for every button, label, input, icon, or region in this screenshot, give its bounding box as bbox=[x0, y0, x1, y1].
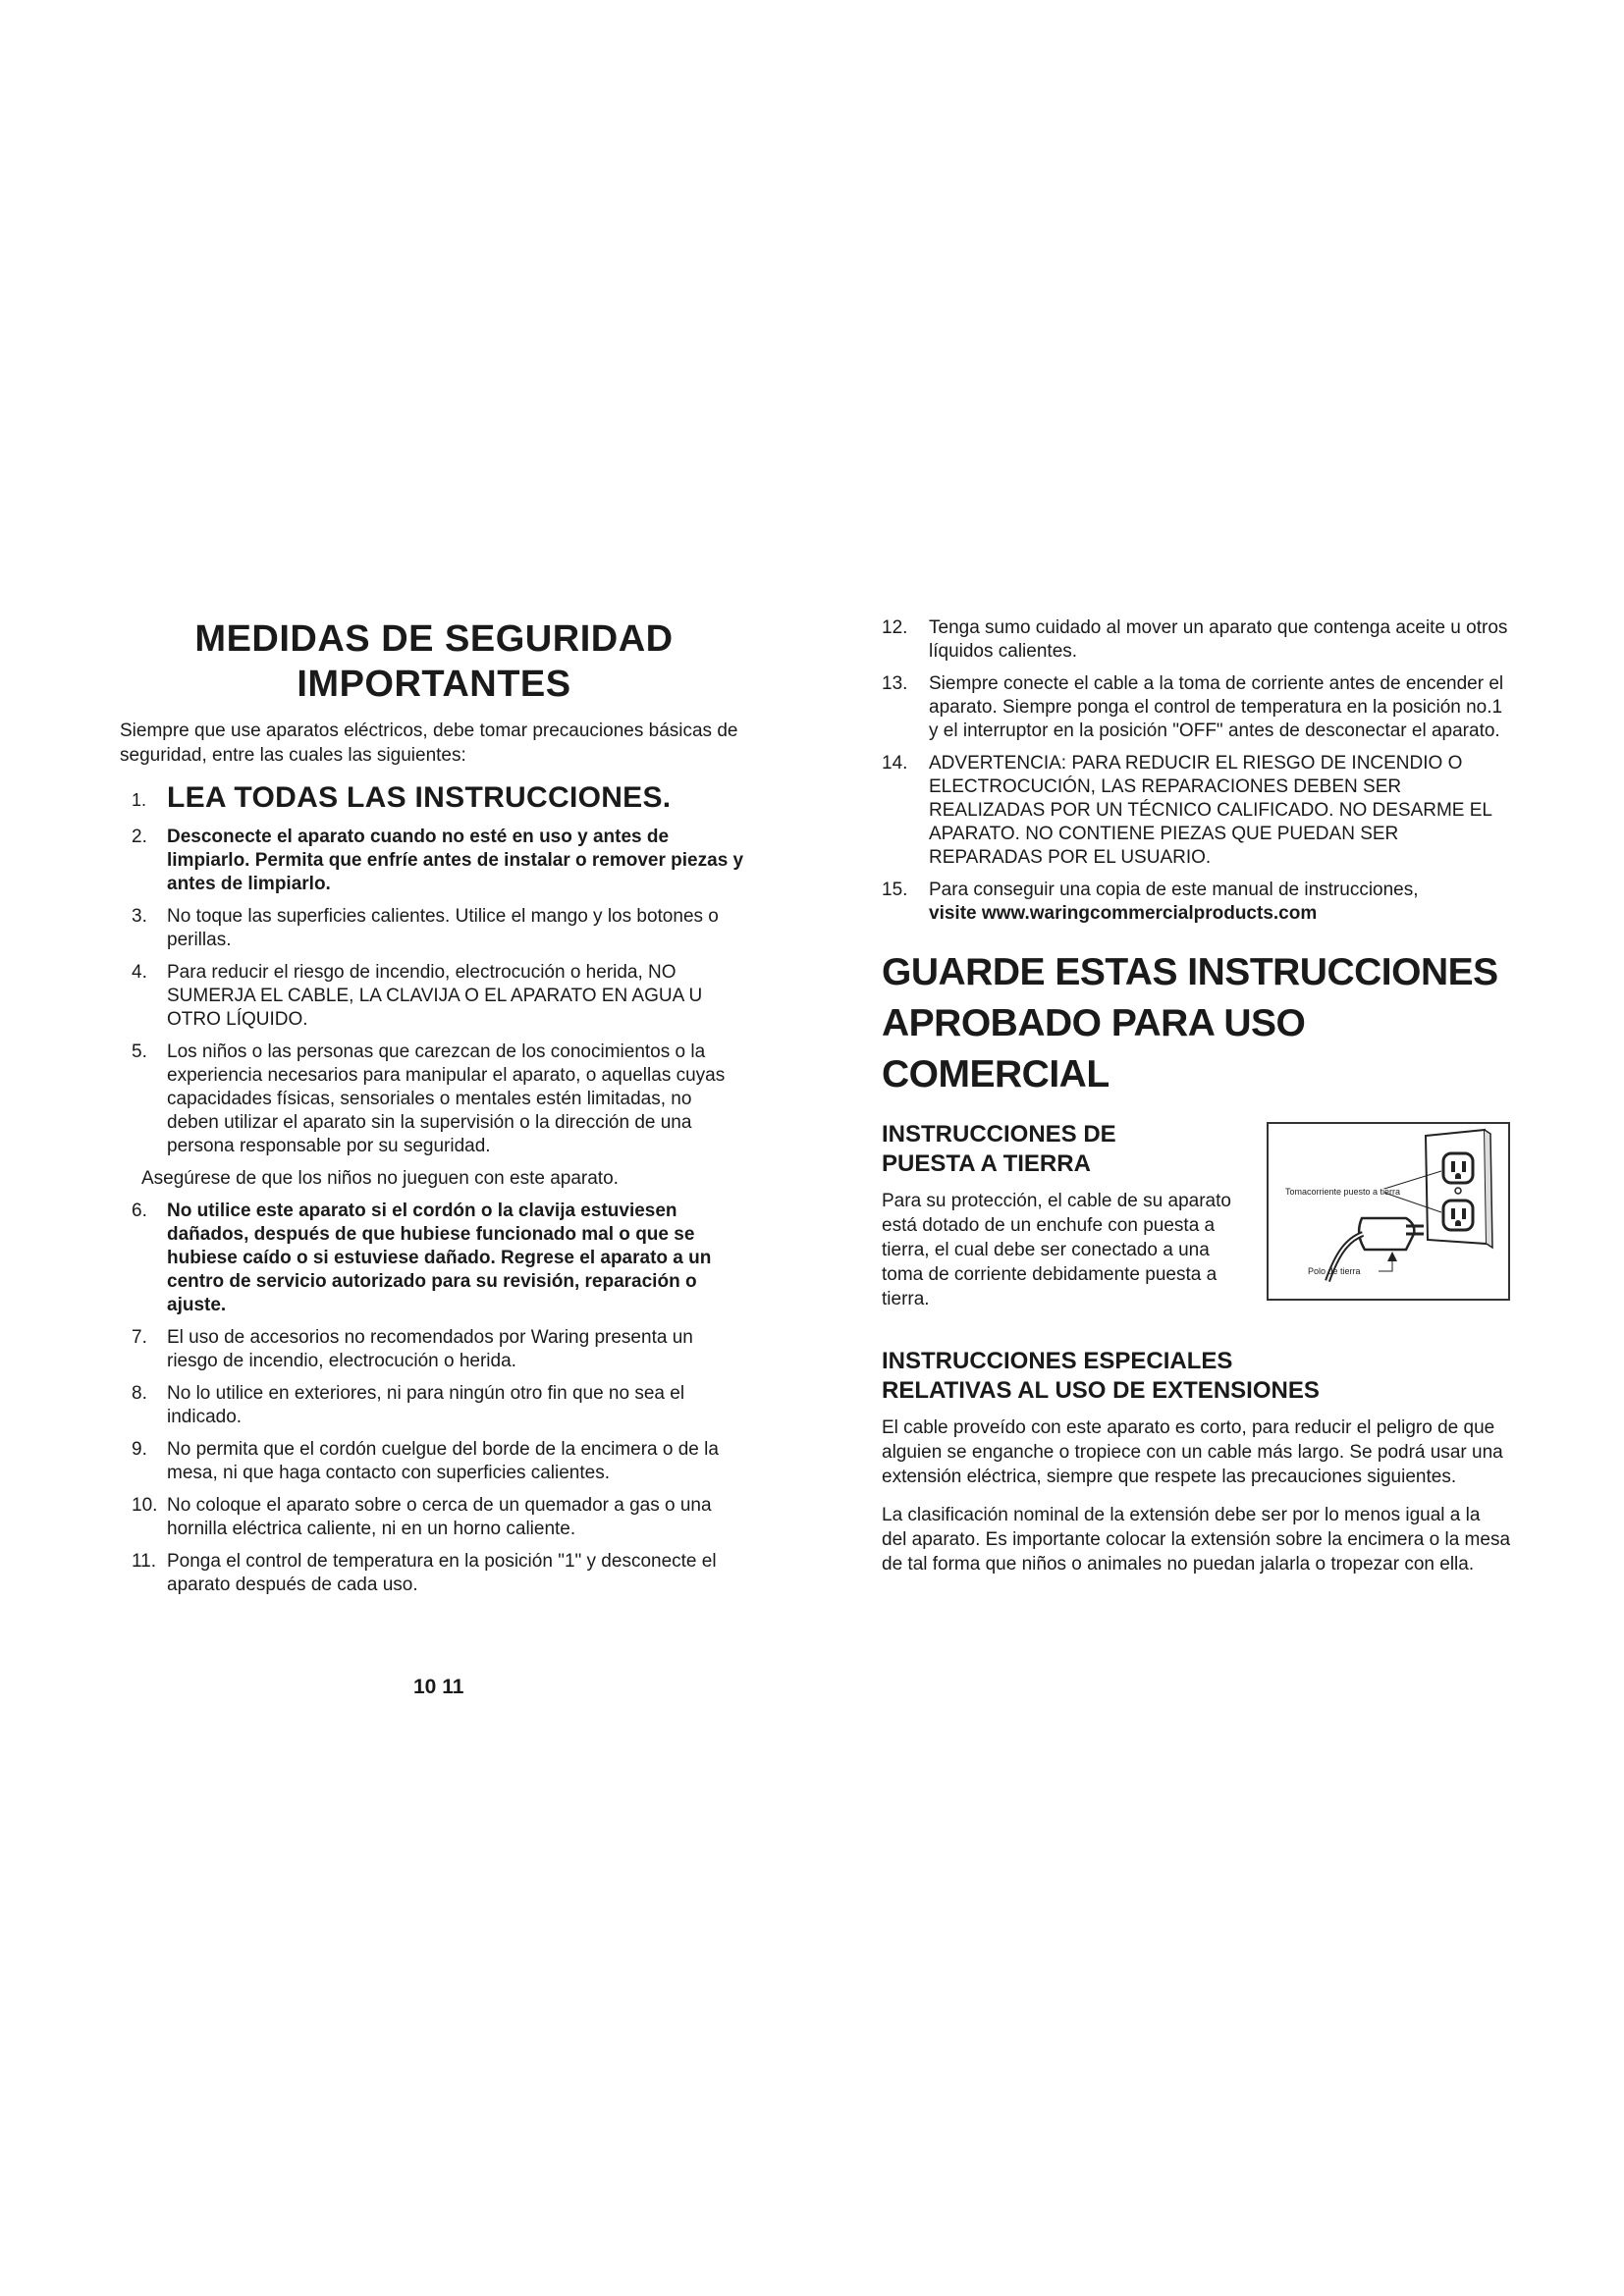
safety-item-2: 2. Desconecte el aparato cuando no esté en uso y antes de limpiarlo. Permita que enfríe antes de instalar o remover piezas y antes de limpiarlo. bbox=[132, 827, 744, 894]
ground-pin-label: Polo de tierra bbox=[1308, 1266, 1361, 1276]
manual-copy-text: Para conseguir una copia de este manual de instrucciones, bbox=[929, 880, 1419, 900]
outlet-plug-illustration bbox=[1269, 1124, 1508, 1299]
safety-item-12: 12. Tenga sumo cuidado al mover un aparato que contenga aceite u otros líquidos calientes. bbox=[882, 617, 1508, 662]
page-title: MEDIDAS DE SEGURIDAD IMPORTANTES bbox=[194, 618, 674, 705]
safety-item-9: 9. No permita que el cordón cuelgue del borde de la encimera o de la mesa, ni que haga contacto con superficies calientes. bbox=[132, 1439, 719, 1483]
extension-paragraph-1: El cable proveído con este aparato es corto, para reducir el peligro de que alguien se enganche o tropiece con un cable más largo. Se podrá usar una extensión eléctrica, siempre que respete las precauciones siguientes. bbox=[882, 1417, 1503, 1487]
save-instructions-heading: GUARDE ESTAS INSTRUCCIONES APROBADO PARA USO COMERCIAL bbox=[882, 951, 1498, 1095]
right-column bbox=[882, 616, 1510, 1584]
safety-item-3: 3. No toque las superficies calientes. Utilice el mango y los botones o perillas. bbox=[132, 906, 719, 950]
safety-item-7: 7. El uso de accesorios no recomendados por Waring presenta un riesgo de incendio, electrocución o herida. bbox=[132, 1327, 693, 1371]
outlet-label: Tomacorriente puesto a tierra bbox=[1284, 1187, 1400, 1197]
safety-item-14: 14. ADVERTENCIA: PARA REDUCIR EL RIESGO DE INCENDIO O ELECTROCUCIÓN, LAS REPARACIONES DEBEN SER REALIZADAS POR UN TÉCNICO CALIFICADO. NO DESARME EL APARATO. NO CONTIENE PIEZAS QUE PUEDAN SER REPARADAS POR EL USUARIO. bbox=[882, 753, 1492, 868]
safety-item-15: 15. Para conseguir una copia de este manual de instrucciones, visite www.waringcommercialproducts.com bbox=[882, 880, 1419, 924]
grounded-outlet-figure bbox=[1267, 1122, 1510, 1301]
grounding-heading: INSTRUCCIONES DE PUESTA A TIERRA bbox=[882, 1121, 1116, 1177]
extension-paragraph-2: La clasificación nominal de la extensión debe ser por lo menos igual a la del aparato. Es importante colocar la extensión sobre la encimera o la mesa de tal forma que niños o animales no puedan jalarla o tropezar con ella. bbox=[882, 1505, 1511, 1575]
left-column bbox=[120, 616, 748, 1606]
safety-item-11: 11. Ponga el control de temperatura en la posición "1" y desconecte el aparato después de cada uso. bbox=[132, 1551, 717, 1595]
safety-item-8: 8. No lo utilice en exteriores, ni para ningún otro fin que no sea el indicado. bbox=[132, 1383, 685, 1427]
safety-item-5: 5. Los niños o las personas que carezcan de los conocimientos o la experiencia necesarios para manipular el aparato, o aquellas cuyas capacidades físicas, sensoriales o mentales estén limitadas, no deben utilizar el aparato sin la supervisión o la dirección de una persona responsable por su seguridad. bbox=[132, 1041, 726, 1156]
intro-paragraph: Siempre que use aparatos eléctricos, debe tomar precauciones básicas de seguridad, entre las cuales las siguientes: bbox=[120, 721, 738, 766]
safety-note-children: Asegúrese de que los niños no jueguen con este aparato. bbox=[141, 1168, 619, 1189]
grounding-text: Para su protección, el cable de su aparato está dotado de un enchufe con puesta a tierra, el cual debe ser conectado a una toma de corriente debidamente puesta a tierra. bbox=[882, 1191, 1231, 1309]
safety-item-10: 10. No coloque el aparato sobre o cerca de un quemador a gas o una hornilla eléctrica caliente, ni en un horno caliente. bbox=[132, 1495, 712, 1539]
safety-item-13: 13. Siempre conecte el cable a la toma de corriente antes de encender el aparato. Siempre ponga el control de temperatura en la posición no.1 y el interruptor en la posición "OFF" antes de desconectar el aparato. bbox=[882, 673, 1504, 741]
safety-item-6: 6. No utilice este aparato si el cordón o la clavija estuviesen dañados, después de que hubiese funcionado mal o que se hubiese caído o si estuviese dañado. Regrese el aparato a un centro de servicio autorizado para su revisión, reparación o ajuste. bbox=[132, 1201, 712, 1315]
extension-heading: INSTRUCCIONES ESPECIALES RELATIVAS AL USO DE EXTENSIONES bbox=[882, 1348, 1320, 1404]
grounding-section bbox=[882, 1120, 1510, 1319]
page-numbers: 10 11 bbox=[413, 1676, 464, 1698]
safety-item-4: 4. Para reducir el riesgo de incendio, electrocución o herida, NO SUMERJA EL CABLE, LA CLAVIJA O EL APARATO EN AGUA U OTRO LÍQUIDO. bbox=[132, 962, 703, 1030]
website-link[interactable]: visite www.waringcommercialproducts.com bbox=[929, 903, 1318, 924]
safety-item-1: 1. LEA TODAS LAS INSTRUCCIONES. bbox=[132, 781, 672, 814]
